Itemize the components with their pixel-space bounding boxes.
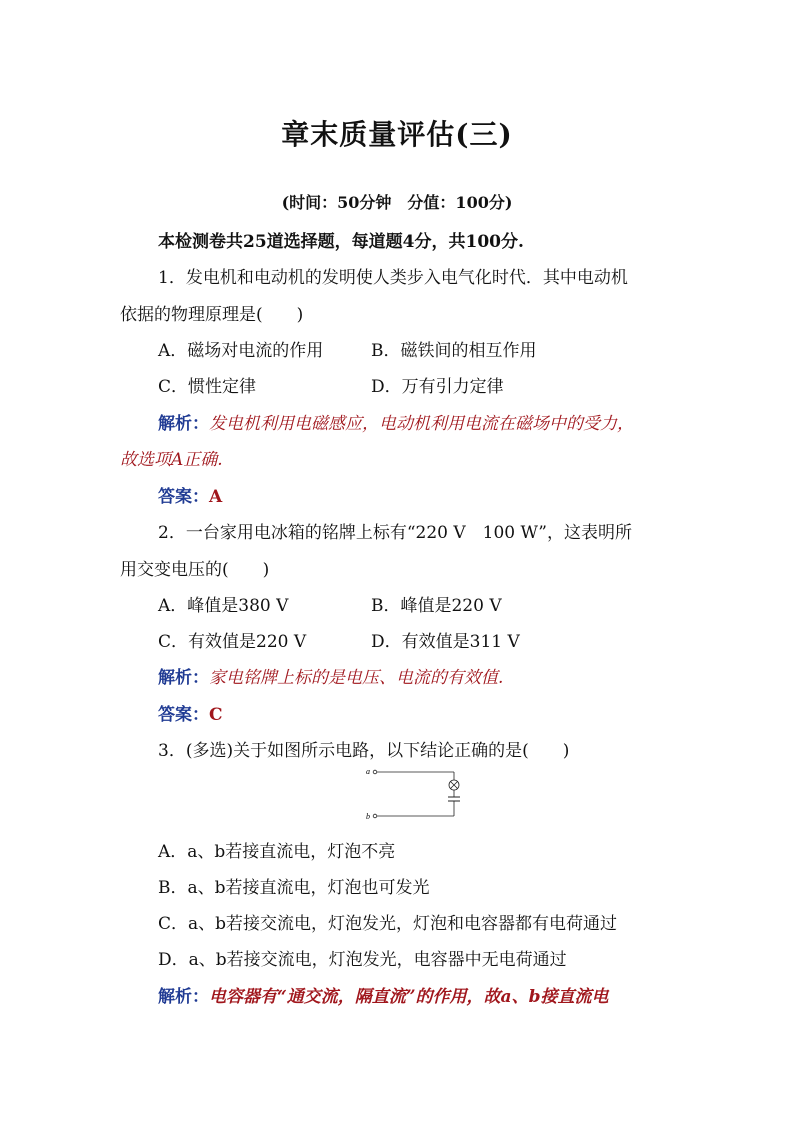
q2-jiexi-label: 解析： bbox=[158, 668, 209, 688]
q1-options-row2 bbox=[158, 372, 718, 397]
q3-jiexi-text: 电容器有“通交流，隔直流”的作用，故a、b接直流电 bbox=[209, 987, 609, 1007]
q2-stem-line2: 用交变电压的( ) bbox=[120, 560, 270, 580]
q1-option-a: A．磁场对电流的作用 bbox=[158, 341, 324, 361]
q2-options-row1 bbox=[158, 591, 718, 616]
q1-option-b: B．磁铁间的相互作用 bbox=[371, 341, 537, 361]
q2-option-a: A．峰值是380 V bbox=[158, 596, 289, 616]
q2-stem-line1: 2．一台家用电冰箱的铭牌上标有“220 V 100 W”，这表明所 bbox=[158, 523, 632, 543]
terminal-b-label: b bbox=[366, 812, 370, 821]
q3-jiexi-line1 bbox=[158, 982, 718, 1007]
page-title: 章末质量评估(三) bbox=[281, 118, 513, 151]
q1-jiexi-label: 解析： bbox=[158, 414, 209, 434]
q1-jiexi-line2: 故选项A正确. bbox=[120, 450, 223, 470]
q3-circuit-diagram bbox=[366, 763, 466, 823]
q3-option-b: B．a、b若接直流电，灯泡也可发光 bbox=[158, 878, 430, 898]
exam-meta: (时间：50分钟 分值：100分) bbox=[281, 193, 513, 212]
capacitor-icon bbox=[448, 797, 460, 801]
lamp-icon bbox=[449, 780, 459, 790]
q1-jiexi-text: 发电机利用电磁感应，电动机利用电流在磁场中的受力， bbox=[209, 414, 634, 434]
q3-stem: 3．(多选)关于如图所示电路，以下结论正确的是( ) bbox=[158, 741, 570, 761]
q2-answer bbox=[158, 700, 718, 725]
q1-options-row1 bbox=[158, 336, 718, 361]
q2-jiexi-text: 家电铭牌上标的是电压、电流的有效值. bbox=[209, 668, 504, 688]
q1-answer-value: A bbox=[209, 487, 223, 507]
q3-option-a: A．a、b若接直流电，灯泡不亮 bbox=[158, 842, 396, 862]
q1-jiexi-line1 bbox=[158, 409, 718, 434]
terminal-a-label: a bbox=[366, 767, 370, 776]
q2-option-c: C．有效值是220 V bbox=[158, 632, 307, 652]
q2-option-d: D．有效值是311 V bbox=[371, 632, 520, 652]
intro-text: 本检测卷共25道选择题，每道题4分，共100分. bbox=[158, 232, 524, 252]
q3-jiexi-label: 解析： bbox=[158, 987, 209, 1007]
q1-option-c: C．惯性定律 bbox=[158, 377, 257, 397]
q2-answer-value: C bbox=[209, 705, 223, 725]
terminal-a bbox=[373, 770, 377, 774]
terminal-b bbox=[373, 814, 377, 818]
q2-options-row2 bbox=[158, 627, 718, 652]
q1-answer-label: 答案： bbox=[158, 487, 209, 507]
q1-stem-line2: 依据的物理原理是( ) bbox=[120, 305, 304, 325]
q2-option-b: B．峰值是220 V bbox=[371, 596, 502, 616]
q3-option-c: C．a、b若接交流电，灯泡发光，灯泡和电容器都有电荷通过 bbox=[158, 914, 618, 934]
q3-option-d: D．a、b若接交流电，灯泡发光，电容器中无电荷通过 bbox=[158, 950, 567, 970]
q1-stem-line1: 1．发电机和电动机的发明使人类步入电气化时代．其中电动机 bbox=[158, 268, 628, 288]
q1-answer bbox=[158, 482, 718, 507]
q2-answer-label: 答案： bbox=[158, 705, 209, 725]
q2-jiexi-line1 bbox=[158, 663, 718, 688]
q1-option-d: D．万有引力定律 bbox=[371, 377, 504, 397]
